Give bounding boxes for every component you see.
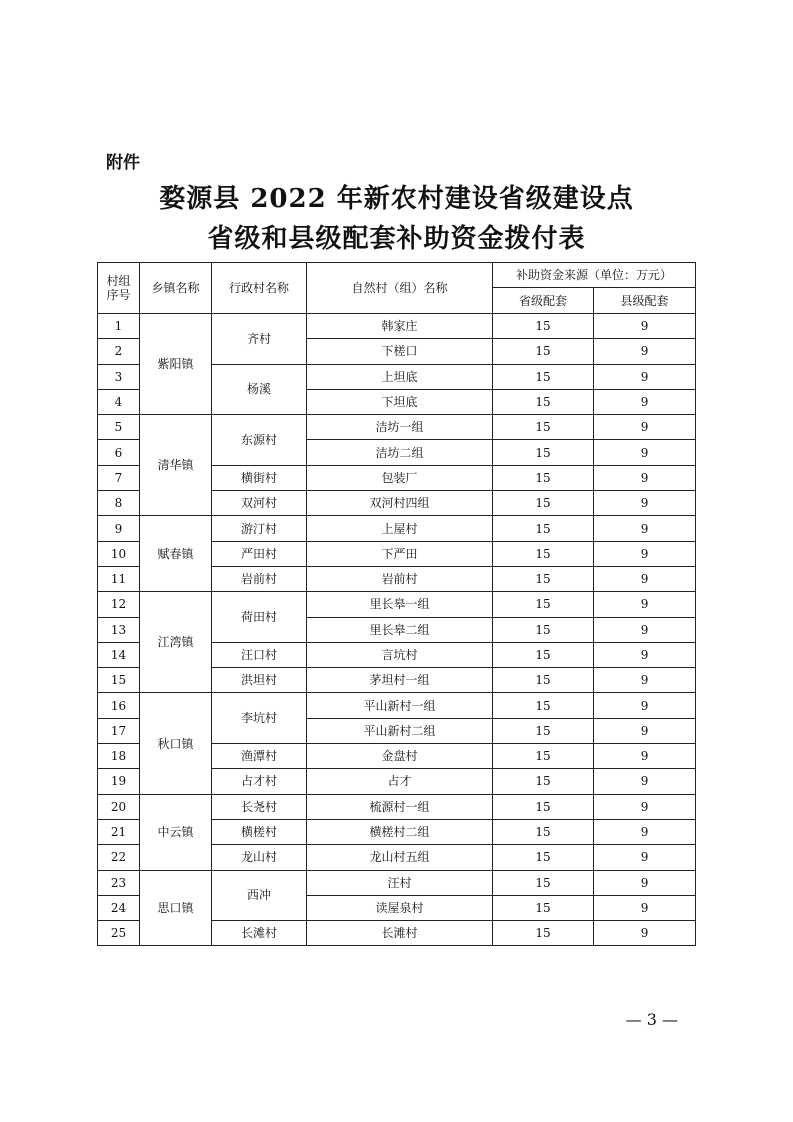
cell-admin-village: 龙山村 (212, 845, 307, 870)
cell-admin-village: 横槎村 (212, 819, 307, 844)
cell-county: 9 (594, 592, 696, 617)
cell-natural-village: 横槎村二组 (307, 819, 493, 844)
cell-admin-village: 洪坦村 (212, 668, 307, 693)
cell-admin-village: 严田村 (212, 541, 307, 566)
cell-admin-village: 齐村 (212, 314, 307, 365)
cell-county: 9 (594, 389, 696, 414)
cell-seq: 5 (98, 415, 140, 440)
cell-seq: 21 (98, 819, 140, 844)
cell-town: 紫阳镇 (140, 314, 212, 415)
cell-seq: 6 (98, 440, 140, 465)
cell-town: 思口镇 (140, 870, 212, 946)
cell-provincial: 15 (493, 794, 594, 819)
table-body (98, 314, 696, 946)
cell-admin-village: 西冲 (212, 870, 307, 921)
cell-provincial: 15 (493, 592, 594, 617)
table-row (98, 693, 696, 718)
cell-county: 9 (594, 921, 696, 946)
cell-natural-village: 里长皋一组 (307, 592, 493, 617)
cell-county: 9 (594, 541, 696, 566)
cell-provincial: 15 (493, 845, 594, 870)
cell-seq: 9 (98, 516, 140, 541)
table-row (98, 870, 696, 895)
cell-provincial: 15 (493, 465, 594, 490)
cell-seq: 23 (98, 870, 140, 895)
cell-admin-village: 长滩村 (212, 921, 307, 946)
cell-county: 9 (594, 566, 696, 591)
cell-provincial: 15 (493, 718, 594, 743)
cell-provincial: 15 (493, 314, 594, 339)
cell-provincial: 15 (493, 364, 594, 389)
cell-provincial: 15 (493, 440, 594, 465)
cell-admin-village: 杨溪 (212, 364, 307, 415)
cell-natural-village: 上屋村 (307, 516, 493, 541)
cell-natural-village: 包装厂 (307, 465, 493, 490)
cell-natural-village: 平山新村二组 (307, 718, 493, 743)
cell-provincial: 15 (493, 642, 594, 667)
table-row (98, 592, 696, 617)
cell-natural-village: 梳源村一组 (307, 794, 493, 819)
cell-provincial: 15 (493, 617, 594, 642)
cell-seq: 18 (98, 744, 140, 769)
cell-seq: 19 (98, 769, 140, 794)
cell-natural-village: 韩家庄 (307, 314, 493, 339)
cell-provincial: 15 (493, 668, 594, 693)
cell-seq: 4 (98, 389, 140, 414)
cell-county: 9 (594, 870, 696, 895)
cell-natural-village: 岩前村 (307, 566, 493, 591)
cell-county: 9 (594, 819, 696, 844)
cell-county: 9 (594, 769, 696, 794)
cell-county: 9 (594, 744, 696, 769)
document-title-line-1: 婺源县 2022 年新农村建设省级建设点 (159, 184, 634, 214)
cell-county: 9 (594, 415, 696, 440)
cell-county: 9 (594, 314, 696, 339)
cell-county: 9 (594, 668, 696, 693)
cell-admin-village: 长尧村 (212, 794, 307, 819)
header-seq-text: 村组序号 (106, 274, 131, 302)
cell-county: 9 (594, 895, 696, 920)
cell-county: 9 (594, 339, 696, 364)
cell-county: 9 (594, 794, 696, 819)
cell-admin-village: 横街村 (212, 465, 307, 490)
header-county: 县级配套 (594, 288, 696, 314)
cell-town: 清华镇 (140, 415, 212, 516)
cell-natural-village: 言坑村 (307, 642, 493, 667)
cell-provincial: 15 (493, 541, 594, 566)
cell-natural-village: 洁坊一组 (307, 415, 493, 440)
cell-seq: 25 (98, 921, 140, 946)
cell-provincial: 15 (493, 693, 594, 718)
cell-natural-village: 里长皋二组 (307, 617, 493, 642)
header-town: 乡镇名称 (140, 263, 212, 314)
cell-seq: 1 (98, 314, 140, 339)
cell-county: 9 (594, 440, 696, 465)
table-row (98, 516, 696, 541)
cell-natural-village: 下严田 (307, 541, 493, 566)
cell-admin-village: 游汀村 (212, 516, 307, 541)
cell-county: 9 (594, 364, 696, 389)
cell-admin-village: 渔潭村 (212, 744, 307, 769)
cell-provincial: 15 (493, 389, 594, 414)
cell-seq: 14 (98, 642, 140, 667)
cell-natural-village: 占才 (307, 769, 493, 794)
cell-natural-village: 茅坦村一组 (307, 668, 493, 693)
cell-provincial: 15 (493, 516, 594, 541)
header-funding-source: 补助资金来源（单位：万元） (493, 263, 696, 288)
cell-admin-village: 双河村 (212, 491, 307, 516)
cell-county: 9 (594, 642, 696, 667)
cell-natural-village: 读屋泉村 (307, 895, 493, 920)
cell-provincial: 15 (493, 415, 594, 440)
cell-provincial: 15 (493, 339, 594, 364)
cell-seq: 3 (98, 364, 140, 389)
cell-natural-village: 洁坊二组 (307, 440, 493, 465)
cell-provincial: 15 (493, 819, 594, 844)
cell-natural-village: 平山新村一组 (307, 693, 493, 718)
cell-admin-village: 荷田村 (212, 592, 307, 643)
subsidy-table (97, 262, 696, 946)
cell-town: 江湾镇 (140, 592, 212, 693)
cell-natural-village: 龙山村五组 (307, 845, 493, 870)
cell-seq: 24 (98, 895, 140, 920)
cell-seq: 20 (98, 794, 140, 819)
document-title-line-2: 省级和县级配套补助资金拨付表 (207, 224, 586, 254)
cell-admin-village: 汪口村 (212, 642, 307, 667)
header-provincial: 省级配套 (493, 288, 594, 314)
cell-natural-village: 长滩村 (307, 921, 493, 946)
header-admin-village: 行政村名称 (212, 263, 307, 314)
cell-provincial: 15 (493, 744, 594, 769)
cell-provincial: 15 (493, 491, 594, 516)
cell-natural-village: 下坦底 (307, 389, 493, 414)
table-row (98, 415, 696, 440)
cell-admin-village: 占才村 (212, 769, 307, 794)
cell-seq: 13 (98, 617, 140, 642)
cell-seq: 16 (98, 693, 140, 718)
table-row (98, 314, 696, 339)
cell-admin-village: 岩前村 (212, 566, 307, 591)
header-seq (98, 263, 140, 314)
cell-county: 9 (594, 617, 696, 642)
cell-provincial: 15 (493, 895, 594, 920)
cell-county: 9 (594, 718, 696, 743)
cell-admin-village: 东源村 (212, 415, 307, 466)
cell-provincial: 15 (493, 870, 594, 895)
cell-seq: 10 (98, 541, 140, 566)
cell-county: 9 (594, 845, 696, 870)
cell-county: 9 (594, 465, 696, 490)
cell-town: 中云镇 (140, 794, 212, 870)
cell-town: 秋口镇 (140, 693, 212, 794)
cell-county: 9 (594, 516, 696, 541)
cell-seq: 12 (98, 592, 140, 617)
cell-provincial: 15 (493, 921, 594, 946)
cell-seq: 11 (98, 566, 140, 591)
cell-natural-village: 双河村四组 (307, 491, 493, 516)
cell-seq: 17 (98, 718, 140, 743)
cell-seq: 8 (98, 491, 140, 516)
cell-admin-village: 李坑村 (212, 693, 307, 744)
cell-seq: 22 (98, 845, 140, 870)
cell-county: 9 (594, 491, 696, 516)
attachment-label: 附件 (106, 153, 140, 173)
page-number: — 3 — (625, 1010, 678, 1029)
cell-natural-village: 汪村 (307, 870, 493, 895)
cell-natural-village: 下槎口 (307, 339, 493, 364)
table-row (98, 794, 696, 819)
cell-county: 9 (594, 693, 696, 718)
cell-provincial: 15 (493, 769, 594, 794)
cell-natural-village: 上坦底 (307, 364, 493, 389)
cell-seq: 15 (98, 668, 140, 693)
header-natural-village: 自然村（组）名称 (307, 263, 493, 314)
cell-seq: 7 (98, 465, 140, 490)
cell-provincial: 15 (493, 566, 594, 591)
cell-seq: 2 (98, 339, 140, 364)
cell-town: 赋春镇 (140, 516, 212, 592)
cell-natural-village: 金盘村 (307, 744, 493, 769)
